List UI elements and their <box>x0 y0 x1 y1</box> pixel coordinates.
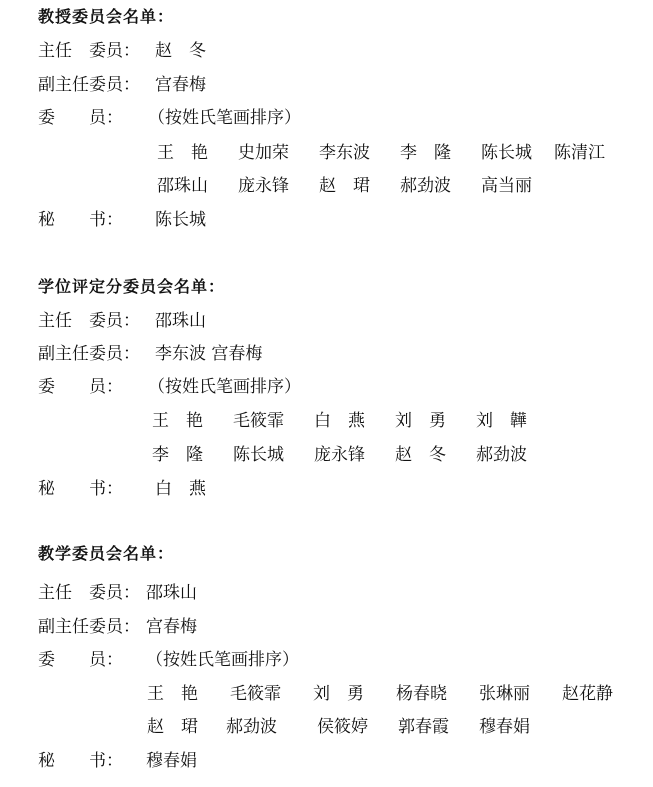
member-name: 赵 珺 <box>319 176 370 196</box>
members-note: （按姓氏笔画排序） <box>148 108 301 128</box>
deputy-director-name: 李东波 宫春梅 <box>155 344 263 364</box>
section-heading: 教授委员会名单： <box>38 7 175 26</box>
member-name: 庞永锋 <box>314 445 365 465</box>
deputy-director-name: 宫春梅 <box>146 617 197 637</box>
member-name: 赵 冬 <box>395 445 446 465</box>
member-name: 刘 勇 <box>395 411 446 431</box>
member-name: 史加荣 <box>238 143 289 163</box>
deputy-director-label: 副主任委员： <box>38 344 140 364</box>
members-label: 委 员： <box>38 377 123 397</box>
director-name: 邵珠山 <box>155 311 206 331</box>
members-label: 委 员： <box>38 650 123 670</box>
member-name: 毛筱霏 <box>230 684 281 704</box>
member-name: 高当丽 <box>481 176 532 196</box>
members-note: （按姓氏笔画排序） <box>148 377 301 397</box>
member-name: 陈清江 <box>554 143 605 163</box>
member-name: 郝劲波 <box>400 176 451 196</box>
director-name: 邵珠山 <box>146 583 197 603</box>
member-name: 郝劲波 <box>476 445 527 465</box>
deputy-director-name: 宫春梅 <box>155 75 206 95</box>
member-name: 张琳丽 <box>479 684 530 704</box>
secretary-name: 白 燕 <box>155 479 206 499</box>
member-name: 李 隆 <box>152 445 203 465</box>
member-name: 陈长城 <box>481 143 532 163</box>
member-name: 邵珠山 <box>157 176 208 196</box>
member-name: 赵 珺 <box>147 717 198 737</box>
member-name: 杨春晓 <box>396 684 447 704</box>
members-note: （按姓氏笔画排序） <box>146 650 299 670</box>
director-label: 主任 委员： <box>38 311 140 331</box>
member-name: 郝劲波 <box>226 717 277 737</box>
member-name: 陈长城 <box>233 445 284 465</box>
section-heading: 学位评定分委员会名单： <box>38 277 226 296</box>
member-name: 庞永锋 <box>238 176 289 196</box>
member-name: 毛筱霏 <box>233 411 284 431</box>
member-name: 李 隆 <box>400 143 451 163</box>
deputy-director-label: 副主任委员： <box>38 75 140 95</box>
member-name: 穆春娟 <box>479 717 530 737</box>
deputy-director-label: 副主任委员： <box>38 617 140 637</box>
secretary-name: 陈长城 <box>155 210 206 230</box>
member-name: 李东波 <box>319 143 370 163</box>
section-heading: 教学委员会名单： <box>38 544 175 563</box>
member-name: 侯筱婷 <box>317 717 368 737</box>
director-name: 赵 冬 <box>155 41 206 61</box>
member-name: 白 燕 <box>314 411 365 431</box>
member-name: 王 艳 <box>152 411 203 431</box>
secretary-label: 秘 书： <box>38 210 123 230</box>
member-name: 刘 勇 <box>313 684 364 704</box>
director-label: 主任 委员： <box>38 41 140 61</box>
member-name: 王 艳 <box>157 143 208 163</box>
member-name: 王 艳 <box>147 684 198 704</box>
director-label: 主任 委员： <box>38 583 140 603</box>
secretary-label: 秘 书： <box>38 751 123 771</box>
secretary-label: 秘 书： <box>38 479 123 499</box>
member-name: 刘 韡 <box>476 411 527 431</box>
member-name: 赵花静 <box>562 684 613 704</box>
secretary-name: 穆春娟 <box>146 751 197 771</box>
members-label: 委 员： <box>38 108 123 128</box>
member-name: 郭春霞 <box>398 717 449 737</box>
